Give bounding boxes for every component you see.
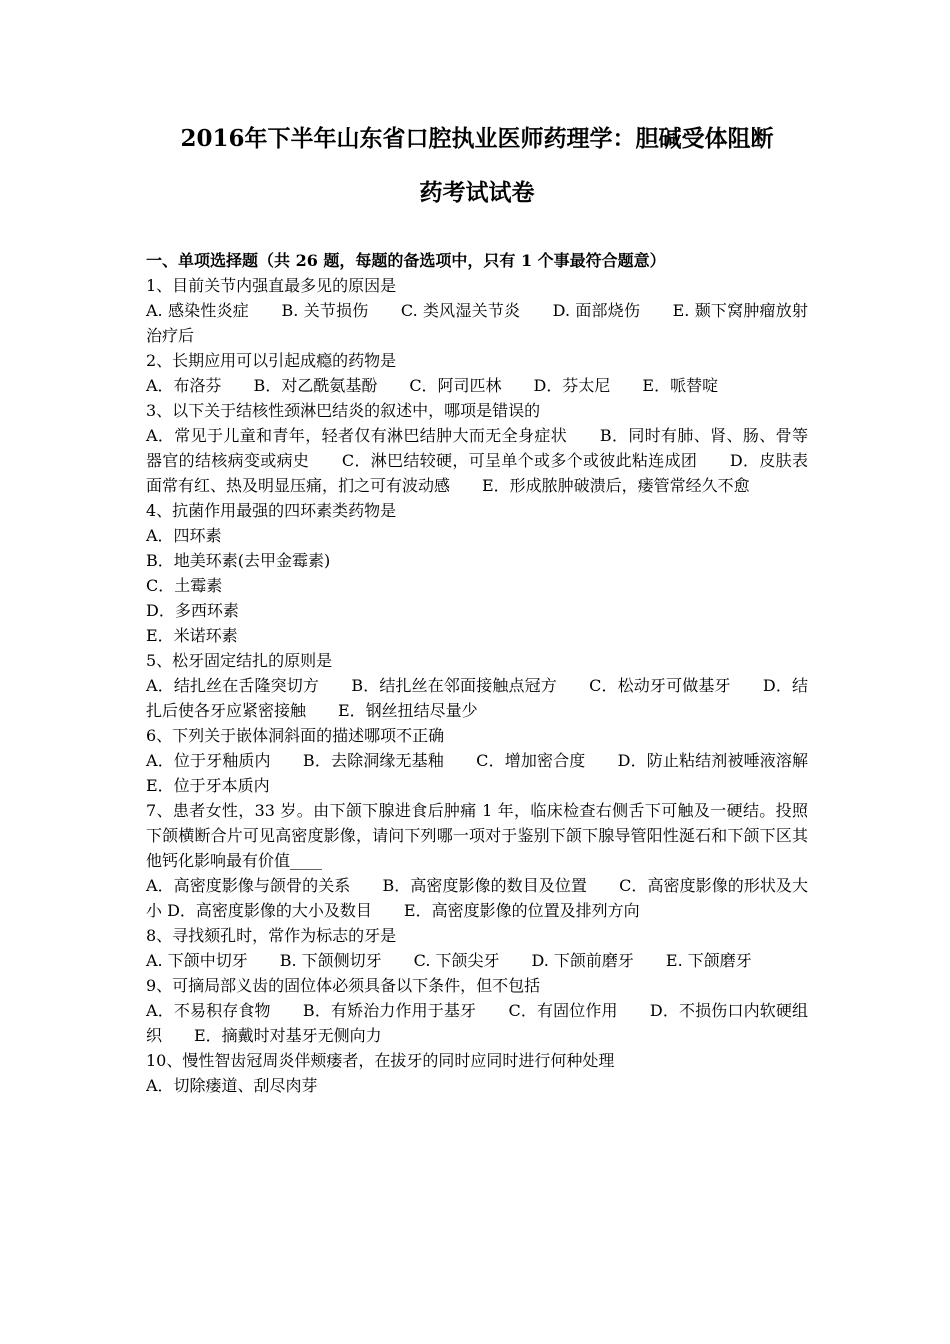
question-stem: 6、下列关于嵌体洞斜面的描述哪项不正确 xyxy=(146,726,445,745)
question-stem: 7、患者女性，33 岁。由下颌下腺进食后肿痛 1 年，临床检查右侧舌下可触及一硬结。投照下颌横断合片可见高密度影像，请问下列哪一项对于鉴别下颌下腺导管阳性涎石和下颌下区其他钙化影响最有价值____ xyxy=(146,801,808,870)
question-options: A．结扎丝在舌隆突切方 B．结扎丝在邻面接触点冠方 C．松动牙可做基牙 D．结扎后使各牙应紧密接触 E．钢丝扭结尽量少 xyxy=(146,676,808,720)
option-item: B．地美环素(去甲金霉素) xyxy=(146,551,331,570)
question-9 xyxy=(146,973,808,1048)
document-page xyxy=(146,112,841,1098)
question-options: A．布洛芬 B．对乙酰氨基酚 C．阿司匹林 D．芬太尼 E．哌替啶 xyxy=(146,376,719,395)
question-stem: 5、松牙固定结扎的原则是 xyxy=(146,651,333,670)
question-options: A. 下颌中切牙 B. 下颌侧切牙 C. 下颌尖牙 D. 下颌前磨牙 E. 下颌磨牙 xyxy=(146,951,752,970)
document-title xyxy=(146,112,808,220)
title-line-1: 2016年下半年山东省口腔执业医师药理学：胆碱受体阻断 xyxy=(180,125,774,152)
question-stem: 4、抗菌作用最强的四环素类药物是 xyxy=(146,501,397,520)
question-8 xyxy=(146,923,808,973)
option-item: C．土霉素 xyxy=(146,576,223,595)
question-options: A. 感染性炎症 B. 关节损伤 C. 类风湿关节炎 D. 面部烧伤 E. 颞下窝肿瘤放射治疗后 xyxy=(146,301,808,345)
option-item: D．多西环素 xyxy=(146,601,239,620)
question-6 xyxy=(146,723,841,798)
option-item: A．四环素 xyxy=(146,526,222,545)
question-4 xyxy=(146,498,808,648)
question-1 xyxy=(146,273,808,348)
section-header: 一、单项选择题（共 26 题，每题的备选项中，只有 1 个事最符合题意） xyxy=(146,251,666,270)
question-2 xyxy=(146,348,808,398)
question-stem: 8、寻找颏孔时，常作为标志的牙是 xyxy=(146,926,397,945)
title-line-2: 药考试试卷 xyxy=(419,179,535,206)
question-options: A．位于牙釉质内 B．去除洞缘无基釉 C．增加密合度 D．防止粘结剂被唾液溶解 E．位于牙本质内 xyxy=(146,751,841,795)
question-stem: 1、目前关节内强直最多见的原因是 xyxy=(146,276,397,295)
option-item: E．米诺环素 xyxy=(146,626,238,645)
question-stem: 3、以下关于结核性颈淋巴结炎的叙述中，哪项是错误的 xyxy=(146,401,541,420)
question-options: A．高密度影像与颌骨的关系 B．高密度影像的数目及位置 C．高密度影像的形状及大小 D．高密度影像的大小及数目 E．高密度影像的位置及排列方向 xyxy=(146,876,808,920)
question-5 xyxy=(146,648,808,723)
question-stem: 10、慢性智齿冠周炎伴颊瘘者，在拔牙的同时应同时进行何种处理 xyxy=(146,1051,615,1070)
question-stem: 2、长期应用可以引起成瘾的药物是 xyxy=(146,351,397,370)
question-3 xyxy=(146,398,808,498)
question-10 xyxy=(146,1048,808,1098)
question-7 xyxy=(146,798,808,923)
question-options: A．常见于儿童和青年，轻者仅有淋巴结肿大而无全身症状 B．同时有肺、肾、肠、骨等器官的结核病变或病史 C．淋巴结较硬，可呈单个或多个或彼此粘连成团 D．皮肤表面常有红、热及明显压痛，扪之可有波动感 E．形成脓肿破溃后，瘘管常经久不愈 xyxy=(146,426,808,495)
question-options: A．不易积存食物 B．有矫治力作用于基牙 C．有固位作用 D．不损伤口内软硬组织 E．摘戴时对基牙无侧向力 xyxy=(146,1001,808,1045)
option-item: A．切除瘘道、刮尽肉芽 xyxy=(146,1076,318,1095)
question-stem: 9、可摘局部义齿的固位体必须具备以下条件，但不包括 xyxy=(146,976,541,995)
